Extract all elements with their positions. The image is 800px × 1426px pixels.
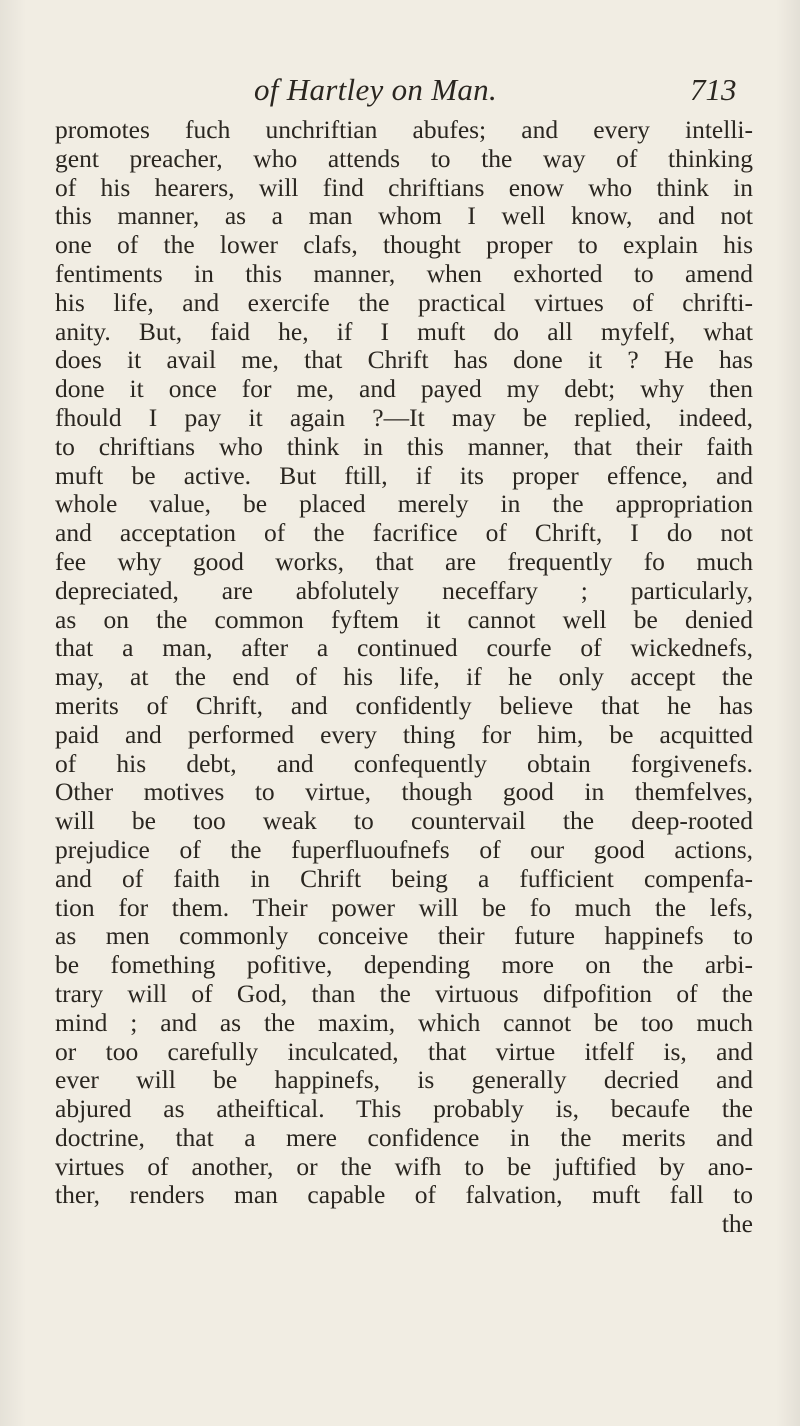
page-number: 713 (690, 72, 737, 107)
text-line: as men commonly conceive their future happinefs to (55, 921, 753, 951)
text-line: Other motives to virtue, though good in themfelves, (55, 777, 753, 807)
text-line: whole value, be placed merely in the appropriation (55, 489, 753, 519)
text-line: paid and performed every thing for him, be acquitted (55, 719, 753, 749)
text-line: and of faith in Chrift being a fufficient compenfa- (55, 863, 753, 893)
text-line: doctrine, that a mere confidence in the merits and (55, 1122, 753, 1152)
text-line: done it once for me, and payed my debt; why then (55, 374, 753, 404)
text-line: ther, renders man capable of falvation, muft fall to (55, 1180, 753, 1210)
text-line: will be too weak to countervail the deep-rooted (55, 806, 753, 836)
text-line: promotes fuch unchriftian abufes; and every intelli- (55, 115, 753, 144)
text-line: depreciated, are abfolutely neceffary ; particularly, (55, 575, 753, 605)
text-line: virtues of another, or the wifh to be juftified by ano- (55, 1151, 753, 1181)
text-line: gent preacher, who attends to the way of thinking (55, 143, 753, 173)
text-line: to chriftians who think in this manner, that their faith (55, 431, 753, 461)
text-line: or too carefully inculcated, that virtue itfelf is, and (55, 1036, 753, 1066)
text-line: anity. But, faid he, if I muft do all myfelf, what (55, 316, 753, 346)
text-line: tion for them. Their power will be fo much the lefs, (55, 892, 753, 922)
text-line: may, at the end of his life, if he only accept the (55, 662, 753, 692)
running-head (0, 72, 800, 112)
text-line: trary will of God, than the virtuous difpofition of the (55, 978, 753, 1008)
text-line: that a man, after a continued courfe of wickednefs, (55, 633, 753, 663)
text-line: his life, and exercife the practical virtues of chrifti- (55, 287, 753, 317)
text-line: does it avail me, that Chrift has done it ? He has (55, 345, 753, 375)
text-line: abjured as atheiftical. This probably is, becaufe the (55, 1094, 753, 1124)
text-line: one of the lower clafs, thought proper to explain his (55, 230, 753, 260)
running-title: of Hartley on Man. (254, 72, 498, 107)
text-line: mind ; and as the maxim, which cannot be too much (55, 1007, 753, 1037)
text-line: muft be active. But ftill, if its proper effence, and (55, 460, 753, 490)
body-text (55, 116, 753, 1239)
text-line: of his debt, and confequently obtain forgivenefs. (55, 748, 753, 778)
text-line: be fomething pofitive, depending more on the arbi- (55, 950, 753, 980)
text-line: fee why good works, that are frequently fo much (55, 546, 753, 576)
text-line: and acceptation of the facrifice of Chrift, I do not (55, 518, 753, 548)
text-line: prejudice of the fuperfluoufnefs of our good actions, (55, 834, 753, 864)
text-line: of his hearers, will find chriftians enow who think in (55, 172, 753, 202)
text-line: this manner, as a man whom I well know, and not (55, 201, 753, 231)
text-line: fentiments in this manner, when exhorted to amend (55, 258, 753, 288)
text-line: merits of Chrift, and confidently believe that he has (55, 690, 753, 720)
text-line: as on the common fyftem it cannot well be denied (55, 604, 753, 634)
catchword: the (721, 1209, 753, 1239)
text-line: ever will be happinefs, is generally decried and (55, 1065, 753, 1095)
text-line: fhould I pay it again ?—It may be replied, indeed, (55, 402, 753, 432)
